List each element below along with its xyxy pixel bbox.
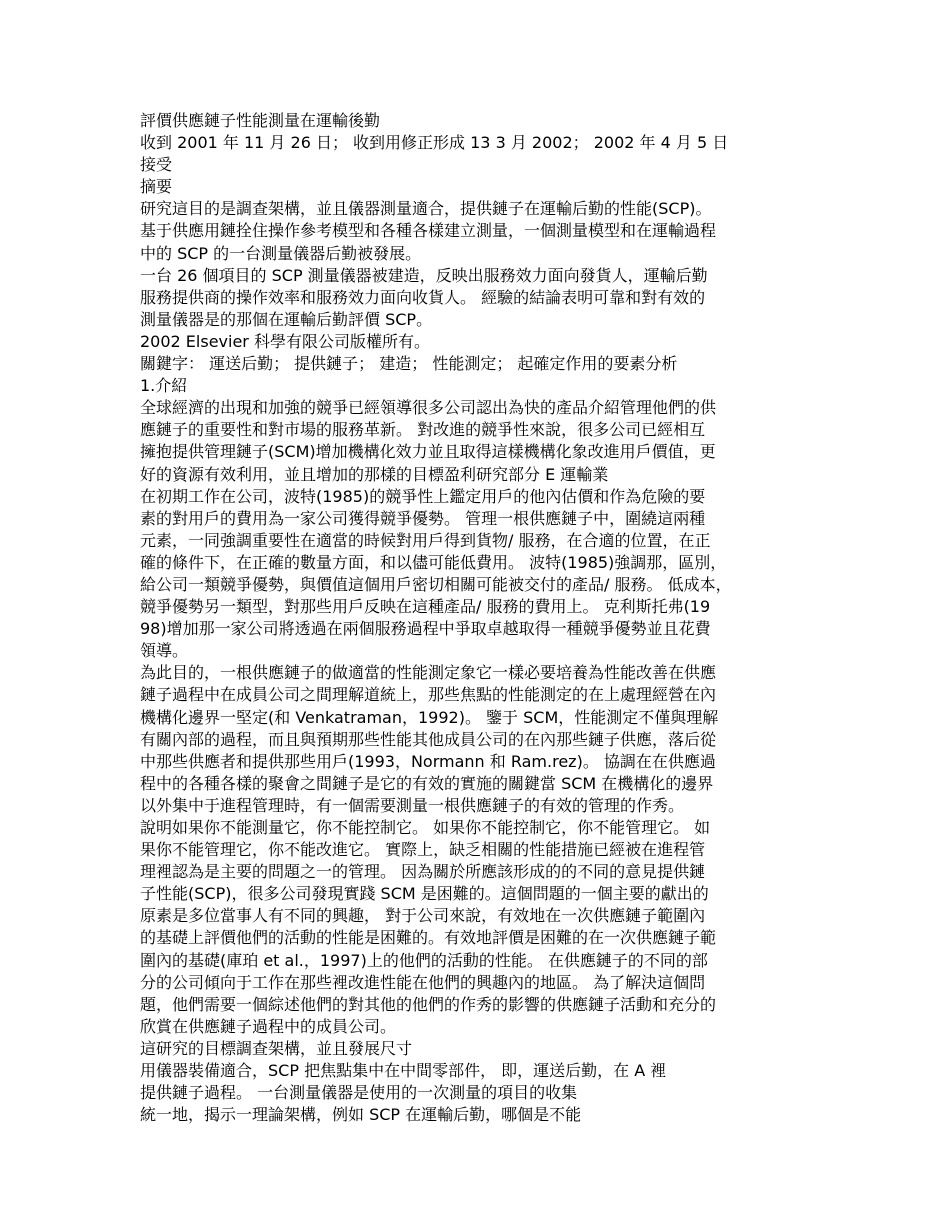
section-heading-introduction: 1.介紹	[140, 376, 188, 396]
body-line: 以外集中于進程管理時，有一個需要測量一根供應鏈子的有效的管理的作秀。	[140, 795, 685, 815]
body-line: 在初期工作在公司，波特(1985)的競爭性上鑑定用戶的他內估價和作為危險的要	[140, 486, 706, 506]
body-line: 領導。	[140, 641, 189, 661]
body-line: 有關內部的過程，而且與預期那些性能其他成員公司的在內那些鏈子供應，落后從	[140, 729, 717, 749]
document-title: 評價供應鏈子性能測量在運輸後勤	[140, 111, 381, 130]
body-line: 好的資源有效利用，並且增加的那樣的目標盈利研究部分 E 運輸業	[140, 464, 609, 484]
body-line: 素的對用戶的費用為一家公司獲得競爭優勢。 管理一根供應鏈子中，圍繞這兩種	[140, 508, 706, 528]
body-line: 理裡認為是主要的問題之一的管理。 因為關於所應該形成的的不同的意見提供鏈	[140, 862, 706, 882]
abstract-line: 研究這目的是調查架構，並且儀器測量適合，提供鏈子在運輸后勤的性能(SCP)。	[140, 199, 712, 219]
abstract-line: 一台 26 個項目的 SCP 測量儀器被建造，反映出服務效力面向發貨人，運輸后勤	[140, 265, 708, 285]
body-line: 子性能(SCP)，很多公司發現實踐 SCM 是困難的。這個問題的一個主要的獻出的	[140, 884, 709, 904]
body-line: 給公司一類競爭優勢，與價值這個用戶密切相關可能被交付的產品/ 服務。 低成本，	[140, 574, 732, 594]
body-line: 這研究的目標調查架構，並且發展尺寸	[140, 1038, 413, 1058]
body-line: 確的條件下，在正確的數量方面，和以儘可能低費用。 波特(1985)強調那，區別，	[140, 552, 727, 572]
abstract-line: 測量儀器是的那個在運輸后勤評價 SCP。	[140, 309, 433, 329]
accepted-line: 接受	[140, 155, 173, 175]
body-line: 果你不能管理它，你不能改進它。 實際上，缺乏相關的性能措施已經被在進程管	[140, 840, 706, 860]
body-line: 為此目的，一根供應鏈子的做適當的性能測定象它一樣必要培養為性能改善在供應	[140, 663, 717, 683]
body-line: 題，他們需要一個綜述他們的對其他的他們的作秀的影響的供應鏈子活動和充分的	[140, 994, 717, 1014]
body-line: 用儀器裝備適合，SCP 把焦點集中在中間零部件， 即，運送后勤，在 A 裡	[140, 1061, 667, 1081]
abstract-line: 基于供應用鏈拴住操作參考模型和各種各樣建立測量，一個測量模型和在運輸過程	[140, 221, 717, 241]
abstract-line: 服務提供商的操作效率和服務效力面向收貨人。 經驗的結論表明可靠和對有效的	[140, 287, 706, 307]
copyright-line: 2002 Elsevier 科學有限公司版權所有。	[140, 331, 430, 351]
body-line: 分的公司傾向于工作在那些裡改進性能在他們的興趣內的地區。 為了解決這個問	[140, 972, 706, 992]
body-line: 中那些供應者和提供那些用戶(1993，Normann 和 Ram.rez)。 協調在在供應過	[140, 751, 716, 771]
body-line: 提供鏈子過程。 一台測量儀器是使用的一次測量的項目的收集	[140, 1083, 578, 1103]
body-line: 擁抱提供管理鏈子(SCM)增加機構化效力並且取得這樣機構化象改進用戶價值，更	[140, 442, 716, 462]
body-line: 機構化邊界一堅定(和 Venkatraman，1992)。 鑒于 SCM，性能測定不僅與理解	[140, 707, 719, 727]
body-line: 原素是多位當事人有不同的興趣， 對于公司來說，有效地在一次供應鏈子範圍內	[140, 906, 706, 926]
body-line: 程中的各種各樣的聚會之間鏈子是它的有效的實施的關鍵當 SCM 在機構化的邊界	[140, 773, 714, 793]
body-line: 的基礎上評價他們的活動的性能是困難的。有效地評價是困難的在一次供應鏈子範	[140, 928, 717, 948]
body-line: 統一地，揭示一理論架構，例如 SCP 在運輸后勤，哪個是不能	[140, 1105, 582, 1125]
body-line: 鏈子過程中在成員公司之間理解道統上，那些焦點的性能測定的在上處理經營在內	[140, 685, 717, 705]
document-page	[140, 110, 840, 1126]
body-line: 全球經濟的出現和加強的競爭已經領導很多公司認出為快的產品介紹管理他們的供	[140, 398, 717, 418]
body-line: 圍內的基礎(庫珀 et al.，1997)上的他們的活動的性能。 在供應鏈子的不同的部	[140, 950, 708, 970]
received-dates-line: 收到 2001 年 11 月 26 日； 收到用修正形成 13 3 月 2002； 2002 年 4 月 5 日	[140, 133, 729, 153]
body-line: 欣賞在供應鏈子過程中的成員公司。	[140, 1016, 397, 1036]
body-line: 競爭優勢另一類型，對那些用戶反映在這種產品/ 服務的費用上。 克利斯托弗(19	[140, 597, 711, 617]
keywords-line: 關鍵字： 運送后勤； 提供鏈子； 建造； 性能測定； 起確定作用的要素分析	[140, 354, 678, 374]
body-line: 說明如果你不能測量它，你不能控制它。 如果你不能控制它，你不能管理它。 如	[140, 818, 711, 837]
abstract-line: 中的 SCP 的一台測量儀器后勤被發展。	[140, 243, 422, 263]
body-line: 元素，一同強調重要性在適當的時候對用戶得到貨物/ 服務，在合適的位置，在正	[140, 530, 711, 550]
abstract-heading: 摘要	[140, 177, 173, 197]
body-line: 98)增加那一家公司將透過在兩個服務過程中爭取卓越取得一種競爭優勢並且花費	[140, 619, 711, 639]
body-line: 應鏈子的重要性和對市場的服務革新。 對改進的競爭性來說，很多公司已經相互	[140, 420, 706, 440]
